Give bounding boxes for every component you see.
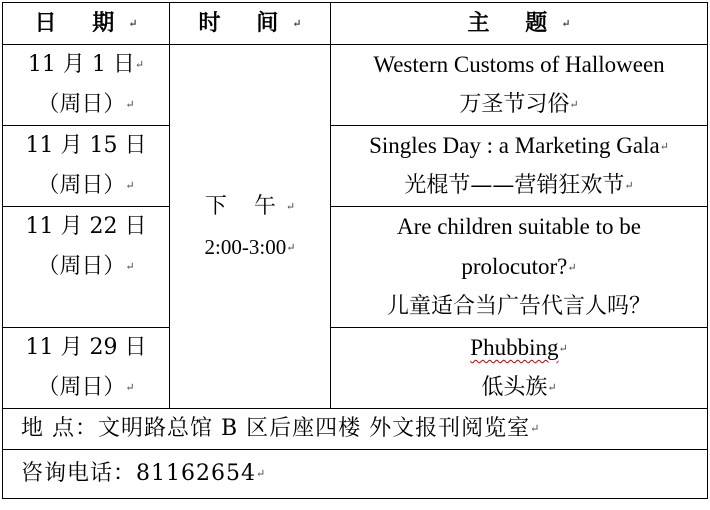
- date-text: 11 月 22 日: [25, 214, 147, 239]
- paragraph-mark-icon: ↵: [567, 261, 577, 274]
- table-row: [3, 207, 708, 328]
- paragraph-mark-icon: ↵: [125, 381, 135, 394]
- topic-cell: [331, 207, 708, 328]
- paragraph-mark-icon: ↵: [569, 98, 579, 111]
- table-row: [3, 45, 708, 126]
- lecture-schedule-table: [2, 2, 708, 499]
- topic-cell: [331, 328, 708, 409]
- header-time-label: 时 间: [198, 10, 293, 36]
- paragraph-mark-icon: ↵: [558, 342, 568, 355]
- paragraph-mark-icon: ↵: [125, 98, 135, 111]
- date-text: 11 月 15 日: [25, 133, 147, 158]
- time-range: 2:00-3:00: [204, 234, 287, 259]
- topic-en: Phubbing: [470, 335, 559, 360]
- date-text: 11 月 29 日: [25, 335, 147, 360]
- header-topic: [331, 3, 708, 45]
- date-text: 11 月 1 日: [27, 52, 135, 77]
- topic-cn: 万圣节习俗: [459, 92, 570, 117]
- paragraph-mark-icon: ↵: [125, 179, 135, 192]
- header-date: [3, 3, 170, 45]
- contact-cell: [3, 450, 708, 499]
- paragraph-mark-icon: ↵: [128, 17, 138, 30]
- weekday-text: （周日）: [37, 173, 126, 198]
- paragraph-mark-icon: ↵: [530, 422, 540, 435]
- paragraph-mark-icon: ↵: [292, 17, 302, 30]
- paragraph-mark-icon: ↵: [561, 17, 571, 30]
- topic-cn: 光棍节——营销狂欢节: [404, 173, 625, 198]
- contact-text: 咨询电话：81162654: [21, 461, 256, 486]
- topic-cn: 儿童适合当广告代言人吗？: [386, 294, 651, 319]
- header-date-label: 日 期: [34, 10, 129, 36]
- location-row: [3, 409, 708, 450]
- topic-en: Western Customs of Halloween: [373, 52, 665, 77]
- location-cell: [3, 409, 708, 450]
- table-row: [3, 328, 708, 409]
- topic-cell: [331, 126, 708, 207]
- header-time: [170, 3, 331, 45]
- paragraph-mark-icon: ↵: [134, 58, 145, 71]
- weekday-text: （周日）: [37, 254, 126, 279]
- paragraph-mark-icon: ↵: [547, 381, 557, 394]
- topic-cell: [331, 45, 708, 126]
- time-cell: [170, 45, 331, 409]
- header-topic-label: 主 题: [467, 10, 562, 36]
- weekday-text: （周日）: [37, 375, 126, 400]
- weekday-text: （周日）: [37, 92, 126, 117]
- topic-cn: 低头族: [481, 375, 548, 400]
- paragraph-mark-icon: ↵: [286, 240, 296, 254]
- date-cell: [3, 126, 170, 207]
- topic-en-line-2: prolocutor?: [461, 254, 568, 279]
- paragraph-mark-icon: ↵: [285, 199, 296, 213]
- paragraph-mark-icon: ↵: [255, 467, 266, 480]
- paragraph-mark-icon: ↵: [659, 140, 669, 153]
- topic-en-line-1: Are children suitable to be: [397, 214, 641, 239]
- date-cell: [3, 45, 170, 126]
- location-text: 地 点：文明路总馆 B 区后座四楼 外文报刊阅览室: [21, 416, 531, 441]
- paragraph-mark-icon: ↵: [125, 260, 135, 273]
- topic-en: Singles Day : a Marketing Gala: [369, 133, 660, 158]
- date-cell: [3, 328, 170, 409]
- paragraph-mark-icon: ↵: [624, 179, 634, 192]
- table-row: [3, 126, 708, 207]
- date-cell: [3, 207, 170, 328]
- time-period: 下 午: [204, 193, 286, 219]
- header-row: [3, 3, 708, 45]
- contact-row: [3, 450, 708, 499]
